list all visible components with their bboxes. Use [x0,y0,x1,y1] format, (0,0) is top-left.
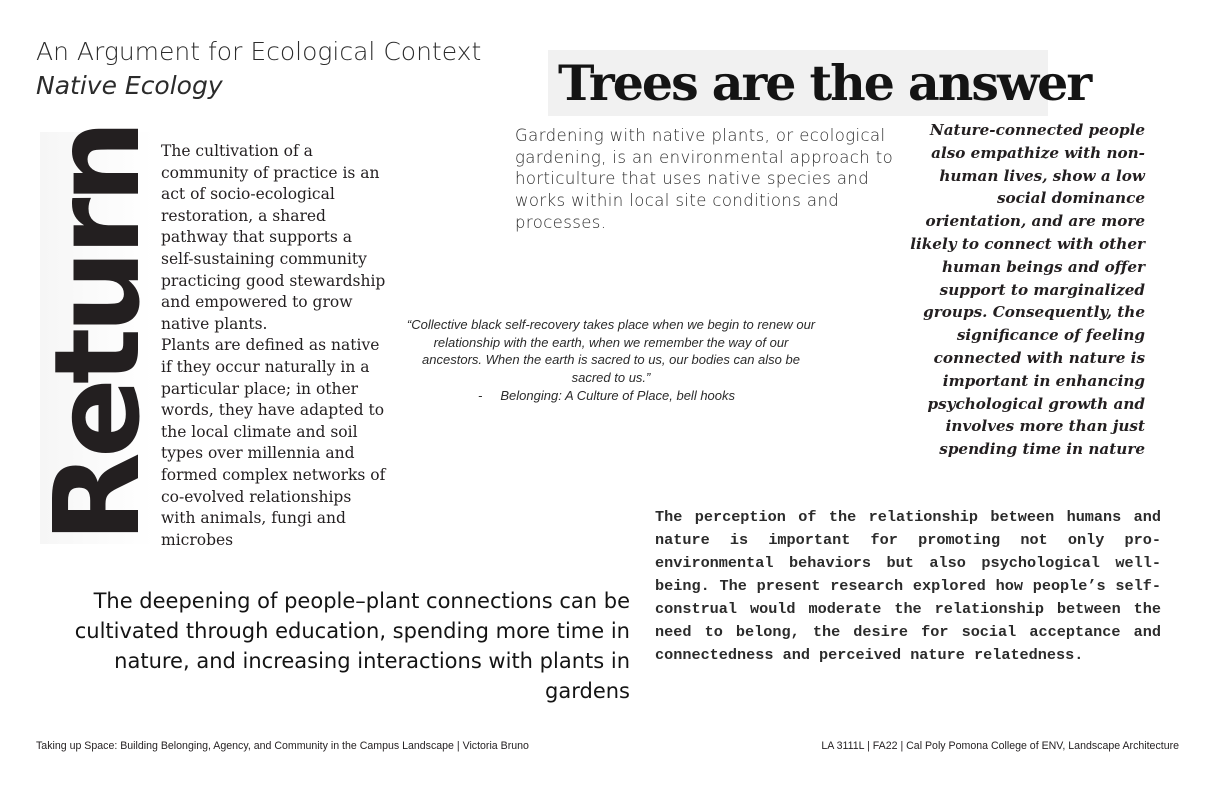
left-column-text [161,141,386,551]
left-paragraph-community: The cultivation of a community of practice is an act of socio-ecological restoration, a shared pathway that supports a self-sustaining community practicing good stewardship and empowered to grow native plants. [161,142,386,333]
bell-hooks-quote: “Collective black self-recovery takes place when we begin to renew our relationship with the earth, when we remember the way of our ancestors. When the earth is sacred to us, our bodies can also be sacred to us.” [406,317,816,385]
research-abstract-text: The perception of the relationship between humans and nature is important for promoting not only pro-environmental behaviors but also psychological well-being. The present research explored how people’s self-construal would moderate the relationship between the need to belong, the desire for social acceptance and connectedness and perceived nature relatedness. [655,508,1161,664]
right-column-text: Nature-connected people also empathize with non-human lives, show a low social dominance orientation, and are more likely to connect with other human beings and offer support to marginalized groups. Consequently, the significance of feeling connected with nature is important in enhancing psychological growth and involves more than just spending time in nature [910,121,1145,459]
left-paragraph-native-definition: Plants are defined as native if they occur naturally in a particular place; in other words, they have adapted to the local climate and soil types over millennia and formed complex networks of co-evolved relationships with animals, fungi and microbes [161,336,386,549]
footer-course-info: LA 3111L | FA22 | Cal Poly Pomona College of ENV, Landscape Architecture [821,740,1179,752]
center-intro-text: Gardening with native plants, or ecological gardening, is an environmental approach to horticulture that uses native species and works within local site conditions and processes. [515,126,894,232]
quote-attribution-text: - Belonging: A Culture of Place, bell hooks [478,388,736,403]
page-subtitle: Native Ecology [36,71,223,100]
footer-project-credit: Taking up Space: Building Belonging, Agency, and Community in the Campus Landscape | Victoria Bruno [36,740,529,752]
clipping-headline: Trees are the answer [558,54,1091,112]
return-vertical-word: Return [28,125,166,543]
newspaper-clipping [548,50,1091,116]
return-graphic [28,125,166,544]
people-plant-connections-text: The deepening of people–plant connections can be cultivated through education, spending more time in nature, and increasing interactions with plants in gardens [74,589,630,703]
quote-attribution [478,387,735,405]
page-title: An Argument for Ecological Context [36,37,482,66]
